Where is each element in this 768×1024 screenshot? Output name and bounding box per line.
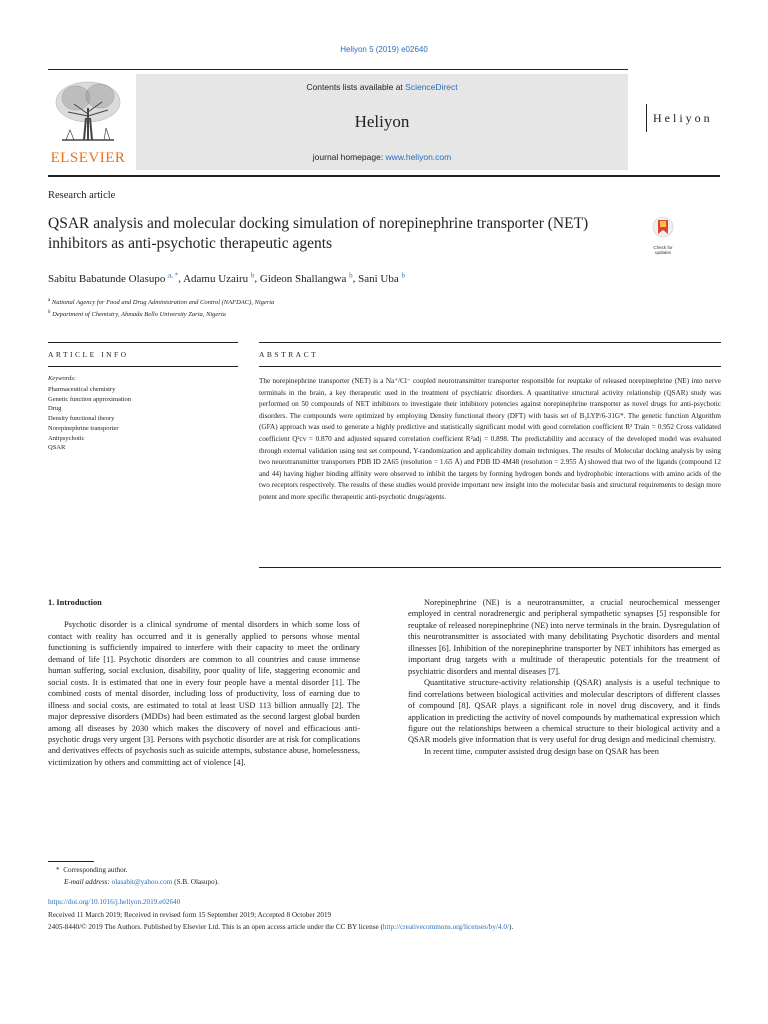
keyword: Drug	[48, 405, 62, 413]
article-info-rule	[48, 342, 238, 343]
journal-header-box	[136, 74, 628, 170]
license-suffix: ).	[508, 923, 514, 931]
footnote-text: Corresponding author.	[63, 866, 128, 874]
abstract-heading: ABSTRACT	[259, 350, 319, 359]
author-affil-mark[interactable]: b	[401, 271, 405, 279]
keyword: QSAR	[48, 444, 66, 452]
license-link[interactable]: http://creativecommons.org/licenses/by/4.0/	[382, 923, 509, 931]
header-rule-top	[48, 69, 628, 70]
abstract-rule-bottom	[259, 567, 721, 568]
author[interactable]	[260, 273, 353, 285]
journal-citation[interactable]: Heliyon 5 (2019) e02640	[340, 45, 428, 54]
keyword: Antipsychotic	[48, 434, 85, 442]
author[interactable]	[48, 273, 178, 285]
footnote-rule	[48, 861, 94, 862]
body-paragraph: In recent time, computer assisted drug design base on QSAR has been	[424, 746, 659, 756]
journal-title: Heliyon	[354, 112, 410, 131]
author-name: Sani Uba	[358, 272, 399, 285]
email-suffix: (S.B. Olasupo).	[172, 878, 219, 886]
author-name: Adamu Uzairu	[183, 272, 249, 285]
elsevier-wordmark: ELSEVIER	[50, 150, 126, 166]
body-paragraph: Quantitative structure-activity relationship (QSAR) analysis is a useful technique to find correlations between biological activities and molecular descriptors of different classes of compound [8]. QSAR plays a significant role in novel drug discovery, and it finds application in predicting the activity of novel compounds by mathematical expression which figure out the relationships between a chemical structure to their biological activity and a QSAR models give information that is very useful for drug design and medicinal chemistry.	[408, 678, 720, 745]
author[interactable]	[358, 273, 405, 285]
abstract-rule-top	[259, 342, 721, 343]
author-list	[48, 271, 405, 285]
footnote-corresponding	[56, 866, 127, 874]
received-dates: Received 11 March 2019; Received in revised form 15 September 2019; Accepted 8 October 2019	[48, 911, 332, 919]
header-rule-bottom	[48, 175, 720, 177]
body-column-left	[48, 597, 360, 768]
affiliation	[48, 296, 274, 308]
contents-prefix: Contents lists available at	[306, 82, 406, 92]
footnote-mark: *	[56, 866, 60, 874]
body-paragraph: Norepinephrine (NE) is a neurotransmitter, a crucial neurochemical messenger employed in central noradrenergic and peripheral sympathetic synapses [5] responsible for reuptake of released norepinephrine (NE) into nerve terminals in the brain. Dysregulation of this neurotransmitter is associated with many debilitating Psychotic disorders and mental illnesses [6]. Inhibition of the norepinephrine transporter by NET inhibitors has emerged as important drug targets with a multitude of therapeutic potentials for the treatment of psychiatric disorders and mental diseases [7].	[408, 598, 720, 676]
keywords-list	[48, 385, 131, 453]
doi-link[interactable]: https://doi.org/10.1016/j.heliyon.2019.e02640	[48, 898, 181, 906]
abstract-text: The norepinephrine transporter (NET) is a Na⁺/Cl⁻ coupled neurotransmitter transporter responsible for reuptake of released norepinephrine (NE) into nerve terminals in the brain, a key therapeutic used in the treatment of psychiatric disorders. A quantitative structural activity relationship (QSAR) study was performed on 50 compounds of NET inhibitors to investigate their inhibitory potencies against norepinephrine transporter as novel drugs for anti-psychotic disorders. The compounds were optimized by employing Density functional theory (DFT) with basis set of B₃LYP/6-31G*. The genetic function Algorithm (GFA) approach was used to generate a highly predictive and statistically significant model with good correlation coefficient R² Train = 0.952 Cross validated coefficient Q²cv = 0.870 and adjusted squared correlation coefficient R²adj = 0.898. The predictability and accuracy of the developed model was evaluated through external validation using test set compound, Y-randomization and applicability domain techniques. The results of Molecular docking analysis by using two neurotransmitter transporters PDB ID 2A65 (resolution = 1.65 Å) and PDB ID 4M48 (resolution = 2.955 Å) showed that two of the ligands (compound 12 and 44) having higher binding affinity were observed to inhibit the targets by forming hydrogen bonds and hydrophobic interactions with amino acids of the two receptors respectively. The results of these studies would provide important new insight into the molecular basis and structural requirements to design more potent and more specific therapeutic anti-psychotic drugs/agents.	[259, 377, 721, 501]
author-affil-mark[interactable]: b	[349, 271, 353, 279]
license-line	[48, 923, 513, 931]
author-separator: ,	[178, 272, 184, 285]
keyword: Density functional theory	[48, 415, 115, 423]
abstract-subrule	[259, 366, 721, 367]
affiliation-mark: b	[48, 309, 51, 315]
article-title: QSAR analysis and molecular docking simulation of norepinephrine transporter (NET) inhibitors as anti-psychotic therapeutic agents	[48, 215, 589, 252]
keywords-label: Keywords:	[48, 375, 76, 382]
keyword: Pharmaceutical chemistry	[48, 386, 116, 393]
author-affil-mark[interactable]: b	[250, 271, 255, 279]
section-heading-introduction: 1. Introduction	[48, 598, 102, 607]
sciencedirect-link[interactable]: ScienceDirect	[405, 82, 458, 92]
license-prefix: 2405-8440/© 2019 The Authors. Published by Elsevier Ltd. This is an open access article under the CC BY license (	[48, 923, 383, 931]
affiliation-text: National Agency for Food and Drug Administration and Control (NAFDAC), Nigeria	[51, 299, 275, 307]
author-name: Gideon Shallangwa	[259, 272, 347, 285]
email-link[interactable]: olasabit@yahoo.com	[111, 878, 173, 886]
check-for-updates-badge[interactable]	[648, 216, 678, 255]
keyword: Norepinephrine transporter	[48, 424, 119, 432]
author-separator: ,	[352, 272, 359, 285]
homepage-link[interactable]: www.heliyon.com	[385, 152, 452, 162]
keyword: Genetic function approximation	[48, 395, 132, 403]
article-info-heading: ARTICLE INFO	[48, 350, 129, 359]
author-name: Sabitu Babatunde Olasupo	[48, 272, 166, 285]
affiliations	[48, 296, 274, 319]
badge-label: Check for updates	[653, 245, 673, 255]
author-separator: ,	[254, 272, 260, 285]
article-info-subrule	[48, 366, 238, 367]
affiliation-text: Department of Chemistry, Ahmadu Bello University Zaria, Nigeria	[52, 310, 226, 318]
author[interactable]	[183, 273, 254, 285]
affiliation-mark: a	[48, 298, 51, 303]
contents-line	[136, 82, 628, 92]
bookmark-icon	[648, 216, 678, 238]
body-paragraph: Psychotic disorder is a clinical syndrome of mental disorders in which some loss of contact with reality has occurred and it is generally applied to persons whose mental functioning is sufficiently impaired to interfere with their capacity to meet the ordinary demand of life [1]. Psychotic disorders are common to all countries and cause immense human suffering, social exclusion, disability, poor quality of life, staggering economic and social costs. It is estimated that one in every four people have a mental disorder [1]. The combined costs of mental disorder, including loss of productivity, loss of earning due to illness and social costs, are estimated to total at least USD 113 billion annually [2]. The major depressive disorders (MDDs) had been estimated as the second largest global burden among all diseases by 2030 which makes the discovery of novel and efficacious anti-psychotic drugs very urgent [3]. Persons with psychotic disorder are at risk for complications and derivatives effects of psychosis such as suicide attempts, substance abuse, homelessness, victimization by others and committing act of violence [4].	[48, 620, 360, 767]
affiliation	[48, 308, 274, 320]
email-label: E-mail address:	[64, 878, 112, 886]
footnote-email	[64, 878, 219, 886]
homepage-prefix: journal homepage:	[312, 152, 386, 162]
homepage-line	[136, 152, 628, 162]
article-type: Research article	[48, 190, 116, 201]
body-column-right	[408, 597, 720, 757]
author-affil-mark[interactable]: a, *	[168, 271, 179, 279]
journal-brand-logo: Heliyon	[646, 104, 713, 132]
